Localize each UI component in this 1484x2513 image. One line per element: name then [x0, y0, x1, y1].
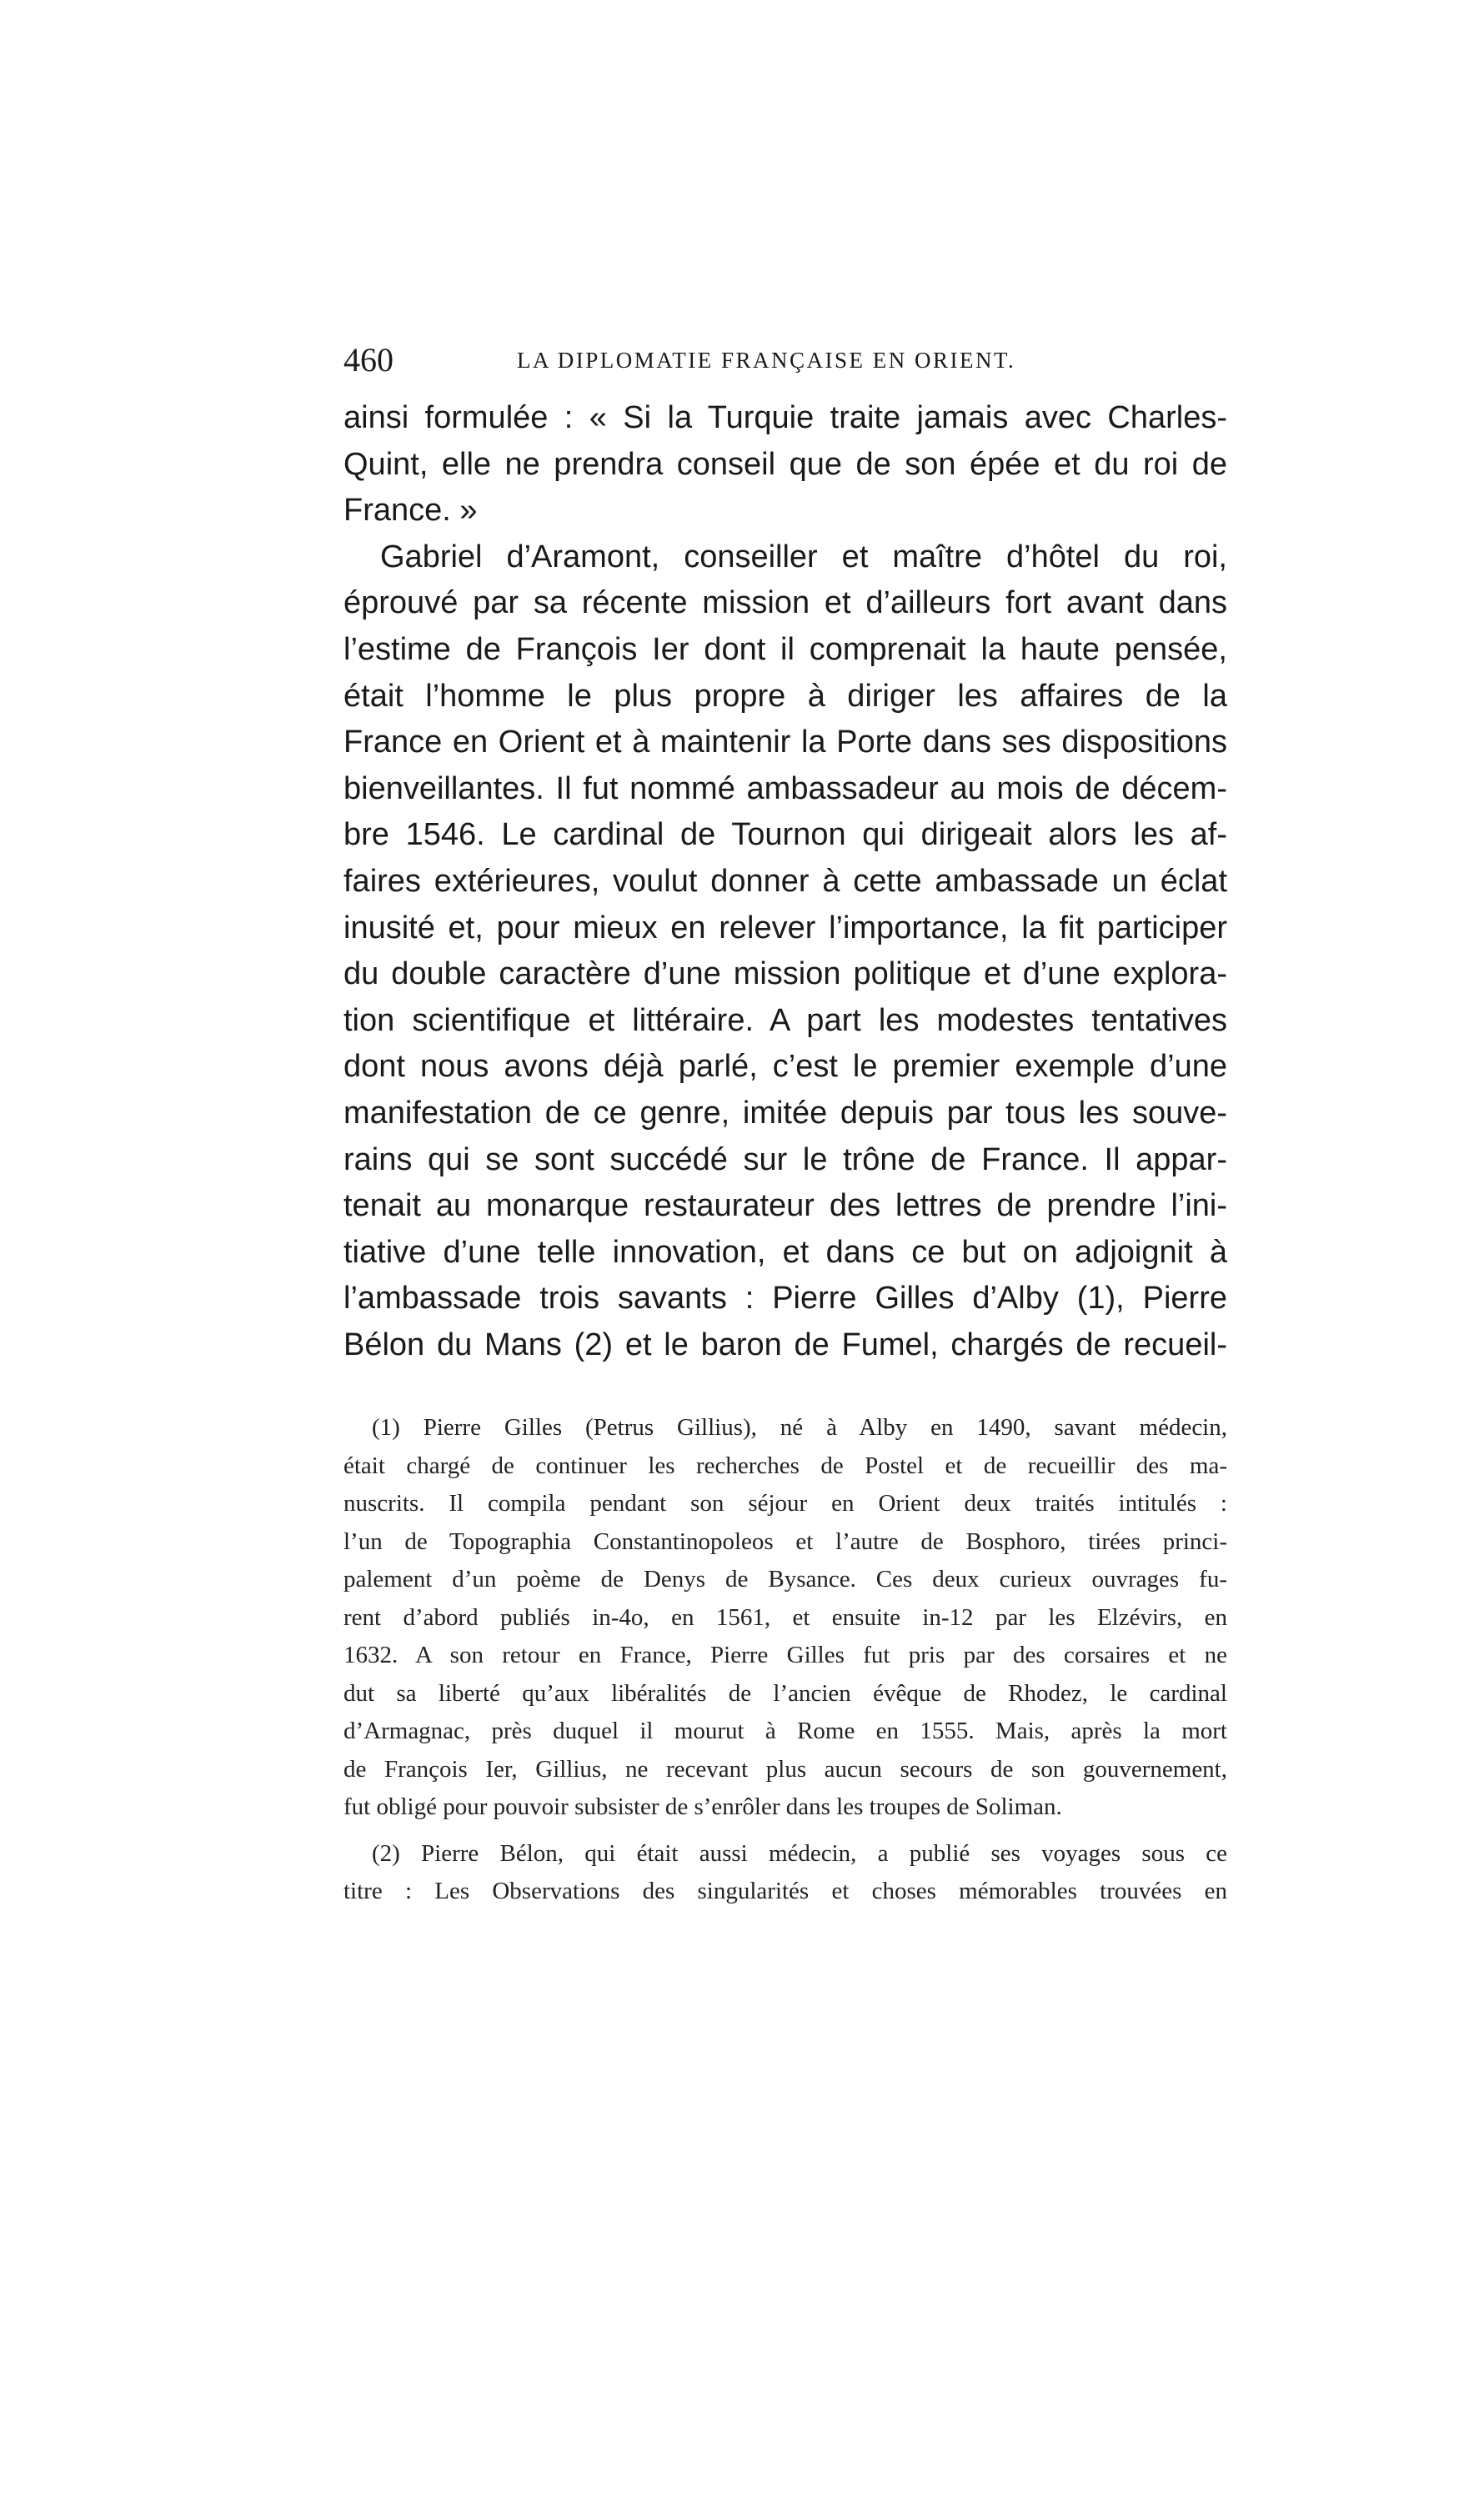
footnote-line: palement d’un poème de Denys de Bysance. Ces deux curieux ouvrages fu- — [343, 1566, 1227, 1593]
footnote-line: 1632. A son retour en France, Pierre Gilles fut pris par des corsaires et ne — [343, 1642, 1227, 1668]
text-line: tion scientifique et littéraire. A part les modestes tentatives — [343, 1002, 1227, 1038]
running-head: LA DIPLOMATIE FRANÇAISE EN ORIENT. — [517, 348, 1016, 373]
text-line: tiative d’une telle innovation, et dans ce but on adjoignit à — [343, 1234, 1227, 1270]
text-line: bienveillantes. Il fut nommé ambassadeur au mois de décem- — [343, 770, 1227, 806]
text-line: Quint, elle ne prendra conseil que de son épée et du roi de — [343, 446, 1227, 482]
footnote-line: était chargé de continuer les recherches de Postel et de recueillir des ma- — [343, 1452, 1227, 1479]
text-line: l’ambassade trois savants : Pierre Gilles d’Alby (1), Pierre — [343, 1281, 1227, 1317]
footnote-line: l’un de Topographia Constantinopoleos et l’autre de Bosphoro, tirées princi- — [343, 1527, 1227, 1555]
page-header — [343, 335, 1227, 385]
text-line: France. » — [343, 493, 478, 529]
footnote-2 — [343, 1835, 1227, 1911]
footnotes — [343, 1409, 1227, 1919]
footnote-line: (2) Pierre Bélon, qui était aussi médecin, a publié ses voyages sous ce — [372, 1839, 1227, 1867]
text-line: était l’homme le plus propre à diriger les affaires de la — [343, 678, 1227, 714]
footnote-1 — [343, 1409, 1227, 1827]
text-line: Gabriel d’Aramont, conseiller et maître d’hôtel du roi, — [380, 539, 1227, 574]
text-line: France en Orient et à maintenir la Porte dans ses dispositions — [343, 725, 1227, 760]
text-line: tenait au monarque restaurateur des lettres de prendre l’ini- — [343, 1188, 1227, 1224]
footnote-line: titre : Les Observations des singularités et choses mémorables trouvées en — [343, 1878, 1227, 1904]
footnote-line: fut obligé pour pouvoir subsister de s’enrôler dans les troupes de Soliman. — [343, 1793, 1062, 1820]
text-line: inusité et, pour mieux en relever l’importance, la fit participer — [343, 910, 1227, 946]
text-line: dont nous avons déjà parlé, c’est le premier exemple d’une — [343, 1049, 1227, 1085]
footnote-line: dut sa liberté qu’aux libéralités de l’ancien évêque de Rhodez, le cardinal — [343, 1679, 1227, 1707]
page-number: 460 — [343, 341, 394, 379]
text-line: ainsi formulée : « Si la Turquie traite jamais avec Charles- — [343, 400, 1227, 435]
footnote-line: nuscrits. Il compila pendant son séjour en Orient deux traités intitulés : — [343, 1490, 1227, 1517]
text-line: du double caractère d’une mission politique et d’une explora- — [343, 956, 1227, 992]
footnote-line: d’Armagnac, près duquel il mourut à Rome en 1555. Mais, après la mort — [343, 1718, 1227, 1744]
text-line: rains qui se sont succédé sur le trône de France. Il appar- — [343, 1141, 1227, 1177]
text-line: faires extérieures, voulut donner à cette ambassade un éclat — [343, 863, 1227, 899]
main-text — [343, 395, 1227, 1368]
footnote-line: (1) Pierre Gilles (Petrus Gillius), né à Alby en 1490, savant médecin, — [372, 1414, 1227, 1441]
footnote-line: de François Ier, Gillius, ne recevant plus aucun secours de son gouvernement, — [343, 1755, 1227, 1783]
text-line: bre 1546. Le cardinal de Tournon qui dirigeait alors les af- — [343, 817, 1227, 853]
text-line: Bélon du Mans (2) et le baron de Fumel, chargés de recueil- — [343, 1327, 1227, 1362]
text-line: éprouvé par sa récente mission et d’ailleurs fort avant dans — [343, 585, 1227, 621]
text-line: manifestation de ce genre, imitée depuis par tous les souve- — [343, 1095, 1227, 1131]
footnote-line: rent d’abord publiés in-4o, en 1561, et ensuite in-12 par les Elzévirs, en — [343, 1603, 1227, 1631]
text-line: l’estime de François Ier dont il comprenait la haute pensée, — [343, 631, 1227, 667]
